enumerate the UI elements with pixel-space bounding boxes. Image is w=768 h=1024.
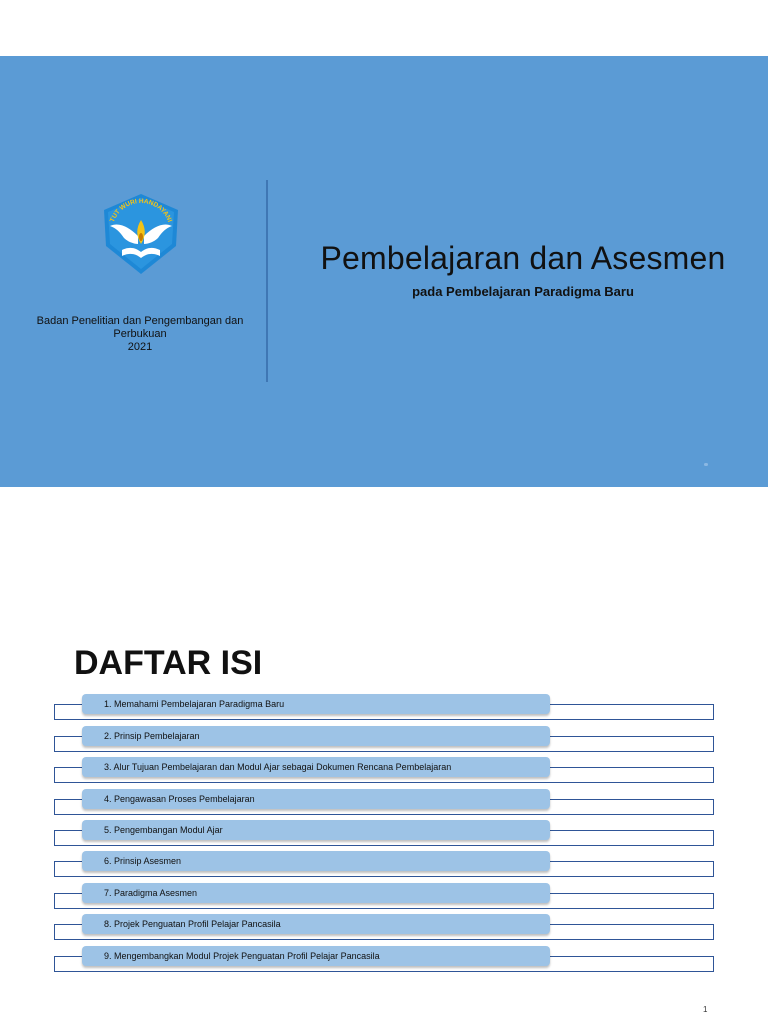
toc-heading: DAFTAR ISI — [74, 644, 263, 682]
toc-item-label[interactable]: 3. Alur Tujuan Pembelajaran dan Modul Ajar sebagai Dokumen Rencana Pembelajaran — [82, 757, 550, 777]
toc-item-label[interactable]: 1. Memahami Pembelajaran Paradigma Baru — [82, 694, 550, 714]
presentation-subtitle: pada Pembelajaran Paradigma Baru — [412, 284, 634, 299]
toc-item-label[interactable]: 8. Projek Penguatan Profil Pelajar Pancasila — [82, 914, 550, 934]
toc-item[interactable] — [54, 757, 716, 783]
toc-item[interactable] — [54, 789, 716, 815]
page-number: 1 — [703, 1005, 708, 1014]
toc-item[interactable] — [54, 914, 716, 940]
toc-item[interactable] — [54, 946, 716, 972]
toc-item-label[interactable]: 9. Mengembangkan Modul Projek Penguatan Profil Pelajar Pancasila — [82, 946, 550, 966]
toc-item-label[interactable]: 2. Prinsip Pembelajaran — [82, 726, 550, 746]
toc-item-label[interactable]: 6. Prinsip Asesmen — [82, 851, 550, 871]
presentation-title: Pembelajaran dan Asesmen — [320, 240, 726, 276]
slide-marker — [704, 463, 708, 466]
toc-item-label[interactable]: 4. Pengawasan Proses Pembelajaran — [82, 789, 550, 809]
organization-info — [22, 315, 258, 354]
toc-item[interactable] — [54, 883, 716, 909]
toc-item[interactable] — [54, 851, 716, 877]
tut-wuri-handayani-logo — [98, 192, 184, 276]
toc-item[interactable] — [54, 726, 716, 752]
year: 2021 — [127, 341, 153, 353]
logo-text: TUT WURI HANDAYANI — [108, 197, 174, 224]
organization-name: Badan Penelitian dan Pengembangan dan Perbukuan — [36, 315, 244, 340]
toc-item-label[interactable]: 7. Paradigma Asesmen — [82, 883, 550, 903]
toc-item[interactable] — [54, 694, 716, 720]
toc-item[interactable] — [54, 820, 716, 846]
toc-item-label[interactable]: 5. Pengembangan Modul Ajar — [82, 820, 550, 840]
vertical-divider — [266, 180, 268, 382]
